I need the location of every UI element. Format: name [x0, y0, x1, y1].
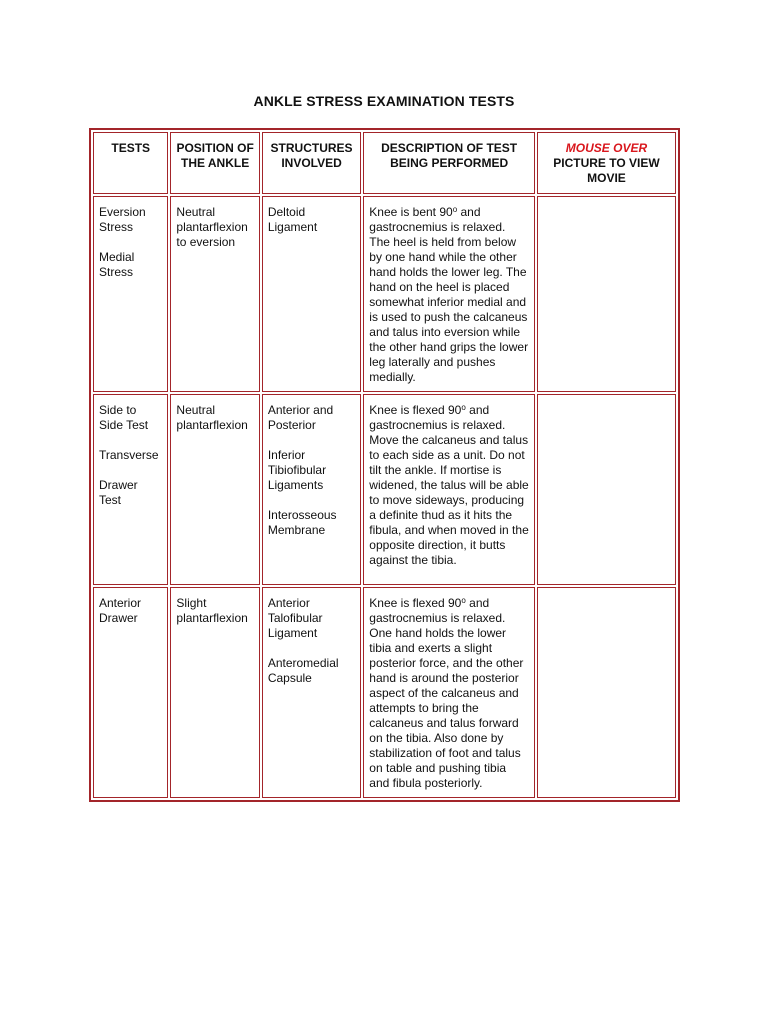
test-name: Side to Side Test: [99, 403, 149, 432]
header-tests: TESTS: [93, 132, 168, 194]
view-movie-label: PICTURE TO VIEW MOVIE: [553, 156, 660, 185]
structure-name: Anterior and Posterior: [267, 403, 334, 432]
description-text: and gastrocnemius is relaxed. The heel is held from below by one hand while the other hand holds the lower leg. The hand on the heel is placed somewhat inferior medial and is used to push the calcaneus and talus into eversion while the other hand grips the lower leg laterally and pushes medially.: [369, 205, 529, 384]
table-row: [93, 587, 676, 798]
cell-position: Neutral plantarflexion: [170, 394, 259, 585]
cell-structures: [262, 587, 361, 798]
cell-description: [363, 394, 535, 585]
cell-position: Neutral plantarflexion to eversion: [170, 196, 259, 392]
structure-name: Anteromedial Capsule: [267, 656, 339, 685]
degree-mark: o: [452, 205, 458, 214]
test-name: Eversion Stress: [99, 205, 146, 234]
cell-movie-preview[interactable]: [537, 196, 676, 392]
description-text: and gastrocnemius is relaxed. Move the calcaneus and talus to each side as a unit. Do not tilt the ankle. If mortise is widened, the talus will be able to move sideways, producing a definite thud as it hits the fibula, and when moved in the opposite direction, it butts against the tibia.: [369, 403, 529, 567]
structure-name: Inferior Tibiofibular Ligaments: [267, 448, 327, 492]
description-text: Knee is flexed 90: [369, 403, 462, 417]
cell-tests: [93, 587, 168, 798]
cell-tests: [93, 196, 168, 392]
test-name: Drawer Test: [99, 478, 138, 507]
description-text: Knee is bent 90: [369, 205, 453, 219]
test-name: Medial Stress: [99, 250, 135, 279]
cell-movie-preview[interactable]: [537, 394, 676, 585]
ankle-tests-table: [89, 128, 680, 802]
cell-description: [363, 196, 535, 392]
header-structures: STRUCTURES INVOLVED: [262, 132, 361, 194]
test-name: Transverse: [99, 448, 159, 462]
table-header-row: [93, 132, 676, 194]
cell-movie-preview[interactable]: [537, 587, 676, 798]
structure-name: Anterior Talofibular Ligament: [267, 596, 323, 640]
cell-description: [363, 587, 535, 798]
table-row: [93, 394, 676, 585]
degree-mark: o: [461, 403, 466, 412]
cell-tests: [93, 394, 168, 585]
header-position: POSITION OF THE ANKLE: [170, 132, 259, 194]
table-row: [93, 196, 676, 392]
cell-position: Slight plantarflexion: [170, 587, 259, 798]
mouse-over-label: MOUSE OVER: [565, 141, 648, 155]
header-description: DESCRIPTION OF TEST BEING PERFORMED: [363, 132, 535, 194]
cell-structures: [262, 394, 361, 585]
test-name: Anterior Drawer: [99, 596, 142, 625]
structure-name: Deltoid Ligament: [267, 205, 318, 234]
cell-structures: [262, 196, 361, 392]
header-movie: [537, 132, 676, 194]
degree-mark: o: [461, 596, 466, 605]
document-title: ANKLE STRESS EXAMINATION TESTS: [253, 93, 515, 109]
structure-name: Interosseous Membrane: [267, 508, 337, 537]
description-text: and gastrocnemius is relaxed. One hand holds the lower tibia and exerts a slight posterior force, and the other hand is around the posterior aspect of the calcaneus and attempts to bring the calcaneus and talus forward on the tibia. Also done by stabilization of foot and talus on table and pushing tibia and fibula posteriorly.: [369, 596, 524, 790]
description-text: Knee is flexed 90: [369, 596, 462, 610]
